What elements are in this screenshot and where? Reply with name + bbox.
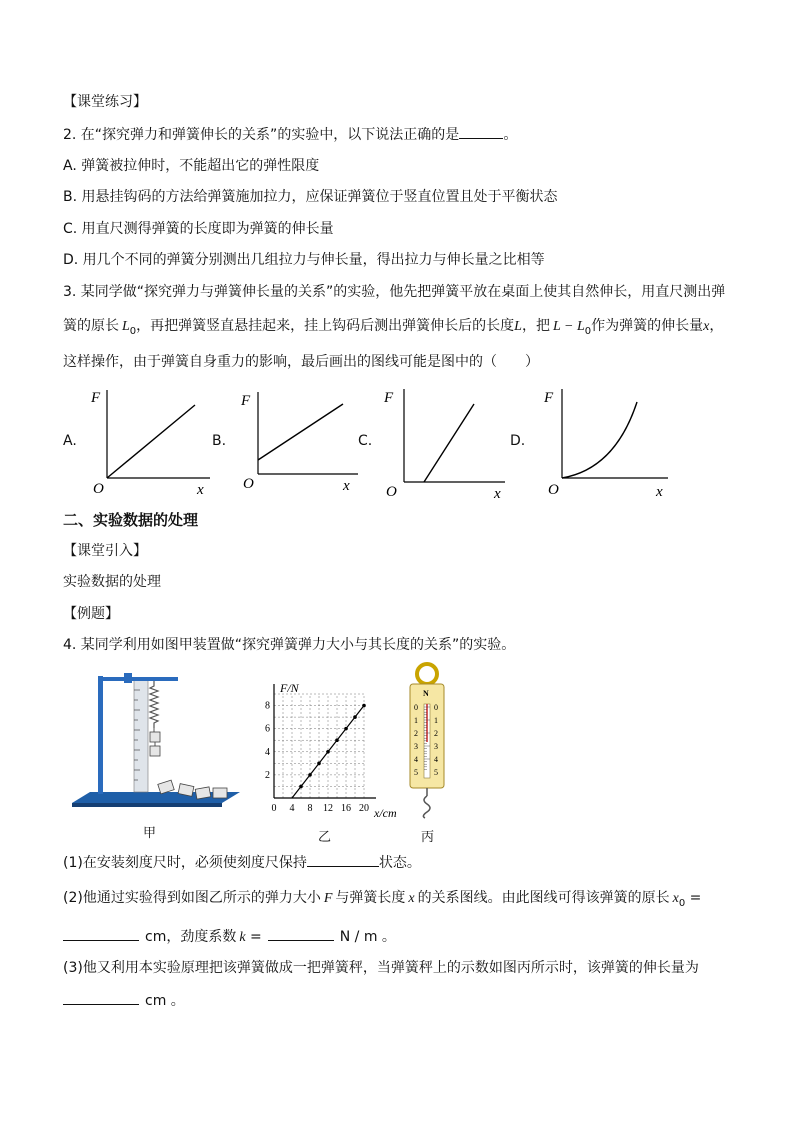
- scale-tick-label: 2: [414, 729, 418, 738]
- y-tick-label: 6: [265, 723, 270, 735]
- q4-part3-blank[interactable]: [63, 990, 139, 1005]
- graph-d-x: x: [656, 484, 663, 500]
- q4-part3-cont: [63, 990, 185, 1011]
- apparatus-figure: [62, 668, 242, 810]
- graph-a-y: F: [91, 390, 101, 406]
- q4-part2-text: (2)他通过实验得到如图乙所示的弹力大小: [63, 890, 321, 906]
- scale-tick-label: 0: [414, 703, 418, 712]
- example-header: 【例题】: [63, 606, 119, 622]
- q3-line1: 3. 某同学做“探究弹力与弹簧伸长量的关系”的实验，他先把弹簧平放在桌面上使其自然伸长，用直尺测出弹: [63, 284, 726, 300]
- data-point: [353, 715, 357, 719]
- graph-b-label[interactable]: B.: [212, 433, 227, 449]
- graph-d: [540, 384, 675, 502]
- scale-tick-label: 4: [434, 755, 438, 764]
- graph-d-y: F: [544, 390, 554, 406]
- q4-length-blank[interactable]: [63, 926, 139, 941]
- scale-tick-label: 0: [434, 703, 438, 712]
- caption-bing: 丙: [421, 830, 435, 845]
- y-tick-label: 4: [265, 746, 270, 758]
- q2-stem: [63, 124, 517, 145]
- data-point: [362, 704, 366, 708]
- q4-part2-text: 的关系图线。由此图线可得该弹簧的原长: [417, 890, 670, 906]
- q2-answer-blank[interactable]: [459, 124, 503, 139]
- scale-tick-label: 1: [414, 716, 418, 725]
- q3-L: L: [514, 319, 522, 334]
- q4-F: F: [323, 891, 333, 906]
- force-length-chart: [262, 676, 412, 821]
- q4-part2-text: N / m 。: [339, 929, 396, 945]
- scale-tick-label: 2: [434, 729, 438, 738]
- graph-c: [380, 384, 510, 502]
- x-tick-label: 12: [323, 803, 333, 814]
- q2-option-c: C. 用直尺测得弹簧的长度即为弹簧的伸长量: [63, 221, 334, 237]
- q4-part2-text: 与弹簧长度: [335, 890, 406, 906]
- graph-c-o: O: [386, 484, 397, 500]
- data-point: [299, 785, 303, 789]
- x-axis-label: x/cm: [374, 806, 397, 820]
- q4-part1-text: (1)在安装刻度尺时，必须使刻度尺保持: [63, 855, 307, 871]
- q3-x: x: [703, 319, 710, 334]
- q4-eq: =: [685, 890, 702, 906]
- q2-option-d: D. 用几个不同的弹簧分别测出几组拉力与伸长量，得出拉力与伸长量之比相等: [63, 252, 545, 268]
- q2-option-a: A. 弹簧被拉伸时，不能超出它的弹性限度: [63, 158, 320, 174]
- q3-text: 作为弹簧的伸长量: [591, 318, 704, 334]
- data-point: [317, 762, 321, 766]
- section-title: 二、实验数据的处理: [63, 511, 199, 529]
- q3-line2: [63, 316, 723, 342]
- y-tick-label: 8: [265, 700, 270, 712]
- scale-tick-label: 3: [434, 742, 438, 751]
- scale-tick-label: 5: [414, 768, 418, 777]
- q3-expr-sub: 0: [584, 325, 592, 337]
- q4-part3-end: cm 。: [145, 993, 185, 1009]
- intro-header: 【课堂引入】: [63, 543, 147, 559]
- scale-tick-label: 5: [434, 768, 438, 777]
- q3-text: ，: [709, 318, 724, 334]
- x-tick-label: 0: [271, 803, 277, 814]
- q3-text: 簧的原长: [63, 318, 119, 334]
- data-point: [308, 773, 312, 777]
- q4-stem: 4. 某同学利用如图甲装置做“探究弹簧弹力大小与其长度的关系”的实验。: [63, 637, 516, 653]
- q4-x: x: [408, 891, 415, 906]
- caption-jia: 甲: [143, 826, 157, 841]
- graph-b-y: F: [241, 393, 251, 409]
- q3-sub0: 0: [129, 325, 137, 337]
- scale-top-label: N: [423, 689, 429, 698]
- graph-a-o: O: [93, 481, 104, 497]
- practice-header: 【课堂练习】: [63, 94, 147, 110]
- q4-part1-blank[interactable]: [307, 852, 379, 867]
- data-point: [344, 727, 348, 731]
- scale-tick-label: 1: [434, 716, 438, 725]
- q3-text: ，再把弹簧竖直悬挂起来，挂上钩码后测出弹簧伸长后的长度: [136, 318, 515, 334]
- q3-L0: L: [122, 319, 130, 334]
- q2-stem-text: 2. 在“探究弹力和弹簧伸长的关系”的实验中，以下说法正确的是: [63, 127, 460, 143]
- graph-a-x: x: [197, 482, 204, 498]
- q4-part3: (3)他又利用本实验原理把该弹簧做成一把弹簧秤，当弹簧秤上的示数如图丙所示时，该弹簧的伸长量为: [63, 960, 699, 976]
- q2-option-b: B. 用悬挂钩码的方法给弹簧施加拉力，应保证弹簧位于竖直位置且处于平衡状态: [63, 189, 558, 205]
- q4-eq2: =: [245, 929, 262, 945]
- data-point: [326, 750, 330, 754]
- x-tick-label: 20: [359, 803, 369, 814]
- q3-line3: 这样操作，由于弹簧自身重力的影响，最后画出的图线可能是图中的（ ）: [63, 354, 539, 370]
- graph-c-x: x: [494, 486, 501, 502]
- graph-c-y: F: [384, 390, 394, 406]
- q4-part2: [63, 888, 701, 914]
- graph-d-label[interactable]: D.: [510, 433, 526, 449]
- q4-k-blank[interactable]: [268, 926, 334, 941]
- graph-a-label[interactable]: A.: [63, 433, 77, 449]
- q2-stem-end: 。: [503, 127, 518, 143]
- graph-b-o: O: [243, 476, 254, 492]
- graph-b: [233, 388, 363, 498]
- caption-yi: 乙: [318, 830, 332, 845]
- graph-c-label[interactable]: C.: [358, 433, 373, 449]
- q4-part2-text: cm，劲度系数: [145, 929, 237, 945]
- graph-d-o: O: [548, 482, 559, 498]
- x-tick-label: 8: [307, 803, 313, 814]
- intro-text: 实验数据的处理: [63, 574, 161, 590]
- x-tick-label: 16: [341, 803, 351, 814]
- q3-expr: L − L: [552, 319, 585, 334]
- q4-part1: [63, 852, 421, 873]
- spring-scale-figure: [400, 660, 460, 820]
- data-point: [335, 738, 339, 742]
- chart-grid: [274, 694, 364, 798]
- q4-part2-cont: [63, 926, 396, 948]
- y-tick-label: 2: [265, 769, 270, 781]
- q3-text: ，把: [521, 318, 550, 334]
- q4-k: k: [239, 930, 246, 945]
- scale-tick-label: 3: [414, 742, 418, 751]
- q4-part1-end: 状态。: [378, 855, 421, 871]
- graph-a: [85, 385, 215, 500]
- q4-x0-sub: 0: [678, 897, 686, 909]
- q4-x0: x: [672, 891, 679, 906]
- scale-tick-label: 4: [414, 755, 418, 764]
- x-tick-label: 4: [289, 803, 295, 814]
- graph-b-x: x: [343, 478, 350, 494]
- y-axis-label: F/N: [280, 681, 299, 695]
